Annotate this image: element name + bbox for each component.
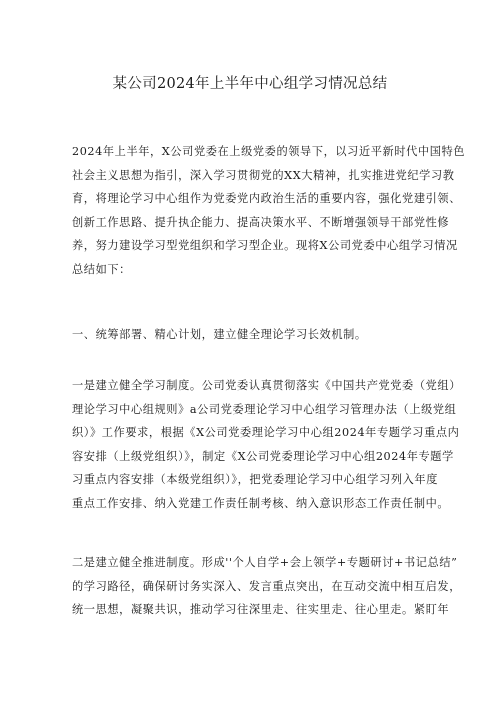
paragraph-intro xyxy=(72,140,465,282)
paragraph-line: 养，努力建设学习型党组织和学习型企业。现将X公司党委中心组学习情况 xyxy=(72,239,458,253)
paragraph-line: 育，将理论学习中心组作为党委党内政治生活的重要内容，强化党建引领、 xyxy=(72,192,461,206)
paragraph-line: 理论学习中心组规则》a公司党委理论学习中心组学习管理办法（上级党组 xyxy=(72,402,457,416)
paragraph-line: 的学习路径，确保研讨务实深入、发言重点突出，在互动交流中相互启发， xyxy=(72,579,461,593)
paragraph-line: 重点工作安排、纳入党建工作责任制考核、纳入意识形态工作责任制中。 xyxy=(72,496,450,510)
section-heading-1 xyxy=(72,323,367,347)
paragraph-line: 2024年上半年，X公司党委在上级党委的领导下，以习近平新时代中国特色 xyxy=(72,145,466,158)
paragraph-line: 创新工作思路、提升执企能力、提高决策水平、不断增强领导干部党性修 xyxy=(72,215,450,229)
paragraph-line: 社会主义思想为指引，深入学习贯彻党的XX大精神，扎实推进党纪学习教 xyxy=(72,168,455,182)
paragraph-line: 一、统筹部署、精心计划，建立健全理论学习长效机制。 xyxy=(72,328,367,341)
paragraph-line: 总结如下： xyxy=(72,262,131,276)
document-title: 某公司2024年上半年中心组学习情况总结 xyxy=(112,76,388,92)
paragraph-line: 容安排（上级党组织）》，制定《X公司党委理论学习中心组2024年专题学 xyxy=(72,449,454,463)
paragraph-promotion-system xyxy=(72,551,461,622)
paragraph-line: 习重点内容安排（本级党组织）》，把党委理论学习中心组学习列入年度 xyxy=(72,473,439,487)
paragraph-line: 统一思想，凝聚共识，推动学习往深里走、往实里走、往心里走。紧盯年 xyxy=(72,603,450,617)
paragraph-study-system xyxy=(72,374,461,516)
paragraph-line: 二是建立健全推进制度。形成''个人自学+会上领学+专题研讨+书记总结” xyxy=(72,556,458,569)
paragraph-line: 一是建立健全学习制度。公司党委认真贯彻落实《中国共产党党委（党组） xyxy=(72,379,461,392)
paragraph-line: 织）》工作要求，根据《X公司党委理论学习中心组2024年专题学习重点内 xyxy=(72,426,460,440)
